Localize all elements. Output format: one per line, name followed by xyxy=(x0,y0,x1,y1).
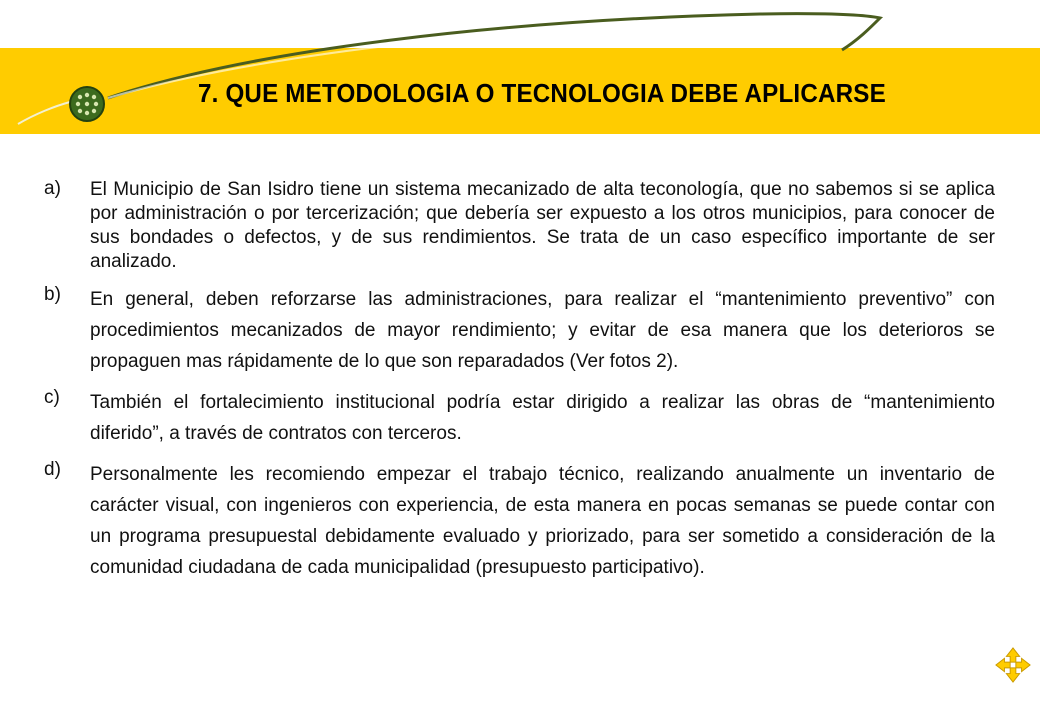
four-way-arrows-icon[interactable] xyxy=(994,646,1032,684)
slide-title: 7. QUE METODOLOGIA O TECNOLOGIA DEBE APLICARSE xyxy=(198,78,886,108)
list-marker: b) xyxy=(44,284,61,305)
list-item xyxy=(44,178,995,274)
list-item-text: Personalmente les recomiendo empezar el trabajo técnico, realizando anualmente un inventario de carácter visual, con ingenieros con experiencia, de esta manera en pocas semanas se puede contar con un programa presupuestal debidamente evaluado y priorizado, para ser sometido a consideración de la comunidad ciudadana de cada municipalidad (presupuesto participativo). xyxy=(90,464,995,578)
list-marker: c) xyxy=(44,387,60,408)
list-item-text: También el fortalecimiento institucional podría estar dirigido a realizar las obras de “mantenimiento diferido”, a través de contratos con terceros. xyxy=(90,392,995,444)
list-item xyxy=(44,387,995,449)
list-item xyxy=(44,459,995,583)
list-marker: d) xyxy=(44,459,61,480)
list-item xyxy=(44,284,995,377)
content-list xyxy=(44,178,995,593)
list-item-text: En general, deben reforzarse las administraciones, para realizar el “mantenimiento preventivo” con procedimientos mecanizados de mayor rendimiento; y evitar de esa manera que los deterioros se propaguen mas rápidamente de lo que son reparadados (Ver fotos 2). xyxy=(90,289,995,372)
list-marker: a) xyxy=(44,178,61,199)
list-item-text: El Municipio de San Isidro tiene un sistema mecanizado de alta teconología, que no sabemos si se aplica por administración o por tercerización; que debería ser expuesto a los otros municipios, para conocer de sus bondades o defectos, y de sus rendimientos. Se trata de un caso específico importante de ser analizado. xyxy=(90,179,995,272)
